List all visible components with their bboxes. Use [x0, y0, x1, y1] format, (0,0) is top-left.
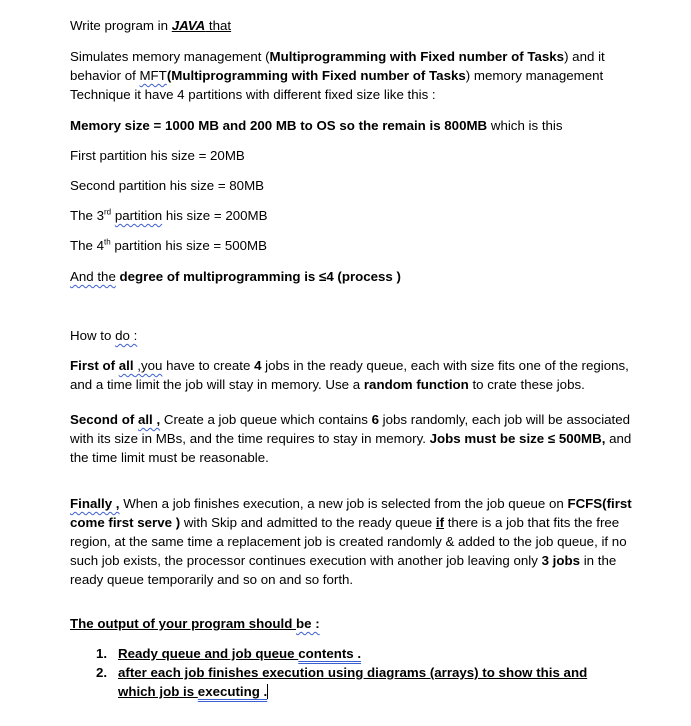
title-line: Write program in JAVA that	[70, 18, 232, 33]
list-item: 1. Ready queue and job queue contents .	[96, 646, 362, 661]
second-paragraph: Second of all , Create a job queue which contains 6 jobs randomly, each job will be associated with its size in MBs, and the time requires to stay in memory. Jobs must be size ≤ 500MB, and the time limit must be reasonable.	[70, 412, 632, 465]
finally-paragraph: Finally , When a job finishes execution, a new job is selected from the job queue on FCFS(first come first serve ) with Skip and admitted to the ready queue if there is a job that fits the free region, at the same time a replacement job is created randomly & added to the job queue, if no such job exists, the processor continues execution with another job leaving only 3 jobs in the ready queue temporarily and so on and so forth.	[70, 496, 632, 587]
intro-paragraph: Simulates memory management (Multiprogramming with Fixed number of Tasks) and it behavior of MFT(Multiprogramming with Fixed number of Tasks) memory management Technique it have 4 partitions with different fixed size like this :	[70, 49, 605, 102]
partition-2: Second partition his size = 80MB	[70, 178, 265, 193]
text-cursor	[267, 684, 268, 699]
output-list	[96, 644, 616, 701]
first-paragraph: First of all ,you have to create 4 jobs in the ready queue, each with size fits one of the regions, and a time limit the job will stay in memory. Use a random function to crate these jobs.	[70, 358, 629, 392]
output-heading: The output of your program should be :	[70, 616, 320, 631]
list-item: 2. after each job finishes execution using diagrams (arrays) to show this and which job is executing .	[96, 665, 588, 699]
partition-4: The 4th partition his size = 500MB	[70, 237, 268, 253]
partition-3: The 3rd partition his size = 200MB	[70, 207, 268, 223]
degree-line: And the degree of multiprogramming is ≤4 (process )	[70, 269, 401, 284]
howto-heading: How to do :	[70, 328, 138, 343]
partition-1: First partition his size = 20MB	[70, 148, 245, 163]
memory-size-line: Memory size = 1000 MB and 200 MB to OS so the remain is 800MB which is this	[70, 118, 563, 133]
language-name: JAVA	[171, 18, 206, 33]
